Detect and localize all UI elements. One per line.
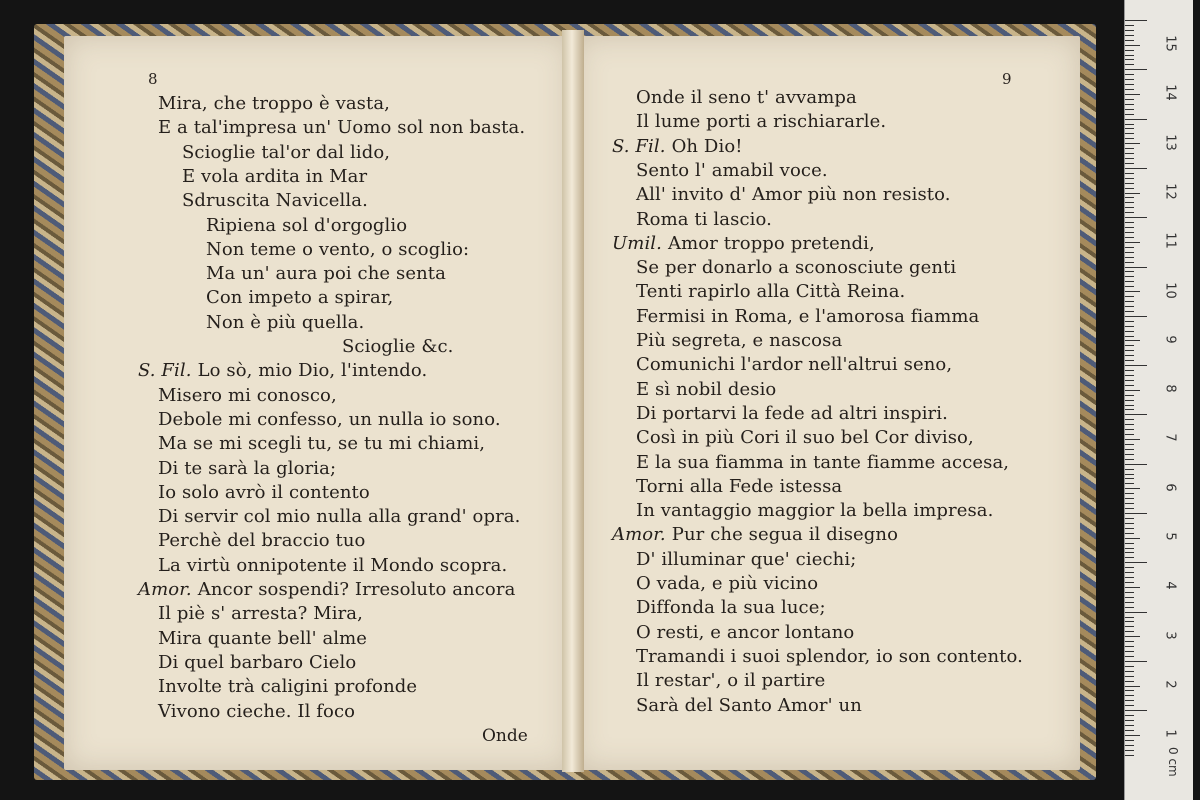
ruler-number: 8 bbox=[1162, 384, 1178, 393]
verse-line bbox=[636, 280, 905, 304]
line-text: Debole mi confesso, un nulla io sono. bbox=[158, 408, 501, 430]
ruler-tick bbox=[1125, 222, 1134, 223]
verse-line bbox=[206, 286, 393, 310]
ruler-number: 12 bbox=[1162, 183, 1178, 200]
ruler-tick bbox=[1125, 365, 1147, 366]
verse-line bbox=[158, 457, 336, 481]
ruler-tick bbox=[1125, 242, 1140, 243]
line-text: Io solo avrò il contento bbox=[158, 481, 370, 503]
ruler-tick bbox=[1125, 745, 1134, 746]
ruler-tick bbox=[1125, 400, 1134, 401]
ruler-tick bbox=[1125, 237, 1134, 238]
speaker-name: Amor. bbox=[612, 524, 666, 546]
ruler-tick bbox=[1125, 202, 1134, 203]
verse-line bbox=[342, 335, 453, 359]
ruler-tick bbox=[1125, 247, 1134, 248]
ruler-tick bbox=[1125, 700, 1134, 701]
line-text: Scioglie tal'or dal lido, bbox=[182, 141, 391, 163]
ruler-tick bbox=[1125, 686, 1140, 687]
line-text: In vantaggio maggior la bella impresa. bbox=[636, 500, 994, 522]
ruler-tick bbox=[1125, 681, 1134, 682]
speaker-name: S. Fil. bbox=[138, 360, 192, 382]
line-text: Lo sò, mio Dio, l'intendo. bbox=[197, 360, 428, 382]
line-text: Sdruscita Navicella. bbox=[182, 190, 368, 212]
verse-line bbox=[636, 402, 948, 426]
ruler-tick bbox=[1125, 690, 1134, 691]
line-text: Non è più quella. bbox=[206, 311, 365, 333]
ruler-tick bbox=[1125, 518, 1134, 519]
ruler-tick bbox=[1125, 483, 1134, 484]
verse-line bbox=[612, 232, 875, 256]
ruler-tick bbox=[1125, 104, 1134, 105]
ruler-tick bbox=[1125, 538, 1140, 539]
ruler-tick bbox=[1125, 25, 1134, 26]
ruler-tick bbox=[1125, 715, 1134, 716]
ruler-tick bbox=[1125, 331, 1134, 332]
ruler-tick bbox=[1125, 133, 1134, 134]
line-text: Roma ti lascio. bbox=[636, 208, 772, 230]
line-text: E vola ardita in Mar bbox=[182, 165, 368, 187]
ruler-number: 11 bbox=[1162, 232, 1178, 249]
ruler-tick bbox=[1125, 730, 1134, 731]
verse-line bbox=[158, 505, 520, 529]
ruler-tick bbox=[1125, 676, 1134, 677]
line-text: E la sua fiamma in tante fiamme accesa, bbox=[636, 451, 1010, 473]
ruler-tick bbox=[1125, 138, 1134, 139]
ruler-tick bbox=[1125, 755, 1134, 756]
ruler-tick bbox=[1125, 45, 1140, 46]
ruler-tick bbox=[1125, 720, 1134, 721]
line-text: Ancor sospendi? Irresoluto ancora bbox=[197, 579, 516, 600]
verse-line bbox=[182, 141, 390, 165]
ruler-tick bbox=[1125, 128, 1134, 129]
ruler-tick bbox=[1125, 163, 1134, 164]
verse-line bbox=[158, 116, 525, 140]
ruler-tick bbox=[1125, 405, 1134, 406]
measurement-ruler bbox=[1124, 0, 1193, 800]
verse-line bbox=[158, 384, 337, 408]
line-text: Di quel barbaro Cielo bbox=[158, 651, 357, 673]
ruler-number: 1 bbox=[1162, 729, 1178, 738]
ruler-tick bbox=[1125, 735, 1140, 736]
ruler-tick bbox=[1125, 513, 1147, 514]
ruler-tick bbox=[1125, 355, 1134, 356]
line-text: Non teme o vento, o scoglio: bbox=[206, 238, 470, 260]
ruler-unit-label: 0 cm bbox=[1166, 747, 1180, 777]
ruler-tick bbox=[1125, 582, 1134, 583]
ruler-tick bbox=[1125, 143, 1140, 144]
ruler-tick bbox=[1125, 262, 1134, 263]
ruler-tick bbox=[1125, 488, 1140, 489]
ruler-tick bbox=[1125, 592, 1134, 593]
verse-line bbox=[182, 189, 368, 213]
ruler-tick bbox=[1125, 291, 1140, 292]
ruler-tick bbox=[1125, 508, 1134, 509]
verse-line bbox=[206, 262, 446, 286]
catchword: Onde bbox=[482, 726, 528, 746]
ruler-tick bbox=[1125, 528, 1134, 529]
ruler-number: 14 bbox=[1162, 84, 1178, 102]
ruler-tick bbox=[1125, 197, 1134, 198]
ruler-tick bbox=[1125, 183, 1134, 184]
verse-line bbox=[612, 135, 743, 159]
verse-line bbox=[158, 481, 370, 505]
speaker-name: Amor. bbox=[138, 579, 192, 600]
ruler-tick bbox=[1125, 459, 1134, 460]
ruler-tick bbox=[1125, 656, 1134, 657]
ruler-tick bbox=[1125, 503, 1134, 504]
verse-line bbox=[636, 256, 956, 280]
ruler-number: 10 bbox=[1162, 281, 1178, 299]
ruler-tick bbox=[1125, 79, 1134, 80]
verse-line bbox=[158, 432, 485, 456]
verse-line bbox=[636, 596, 826, 620]
verse-line bbox=[158, 529, 365, 553]
ruler-tick bbox=[1125, 454, 1134, 455]
ruler-number: 15 bbox=[1162, 35, 1178, 52]
ruler-tick bbox=[1125, 252, 1134, 253]
ruler-tick bbox=[1125, 439, 1140, 440]
ruler-tick bbox=[1125, 296, 1134, 297]
ruler-tick bbox=[1125, 750, 1134, 751]
verse-line bbox=[636, 183, 951, 207]
ruler-tick bbox=[1125, 671, 1134, 672]
line-text: Mira quante bell' alme bbox=[158, 627, 368, 649]
ruler-tick bbox=[1125, 621, 1134, 622]
verse-line bbox=[636, 499, 993, 523]
ruler-tick bbox=[1125, 646, 1134, 647]
ruler-tick bbox=[1125, 740, 1134, 741]
ruler-tick bbox=[1125, 173, 1134, 174]
ruler-tick bbox=[1125, 188, 1134, 189]
ruler-tick bbox=[1125, 557, 1134, 558]
ruler-tick bbox=[1125, 84, 1134, 85]
ruler-tick bbox=[1125, 424, 1134, 425]
ruler-tick bbox=[1125, 20, 1147, 21]
line-text: Tramandi i suoi splendor, io son contento. bbox=[636, 645, 1023, 667]
ruler-tick bbox=[1125, 69, 1147, 70]
ruler-tick bbox=[1125, 301, 1134, 302]
ruler-tick bbox=[1125, 651, 1134, 652]
ruler-tick bbox=[1125, 666, 1134, 667]
ruler-tick bbox=[1125, 523, 1134, 524]
ruler-tick bbox=[1125, 419, 1134, 420]
verse-line bbox=[636, 378, 776, 402]
ruler-tick bbox=[1125, 340, 1140, 341]
line-text: Involte trà caligini profonde bbox=[158, 676, 418, 698]
ruler-tick bbox=[1125, 695, 1134, 696]
line-text: Il lume porti a rischiararle. bbox=[636, 111, 887, 133]
line-text: Diffonda la sua luce; bbox=[636, 597, 826, 619]
ruler-tick bbox=[1125, 434, 1134, 435]
ruler-tick bbox=[1125, 64, 1134, 65]
ruler-tick bbox=[1125, 385, 1134, 386]
ruler-tick bbox=[1125, 395, 1134, 396]
ruler-tick bbox=[1125, 474, 1134, 475]
line-text: Sento l' amabil voce. bbox=[636, 159, 828, 181]
ruler-tick bbox=[1125, 119, 1147, 120]
verse-line bbox=[636, 669, 825, 693]
verse-line bbox=[158, 700, 355, 724]
ruler-tick bbox=[1125, 725, 1134, 726]
verse-line bbox=[636, 86, 857, 110]
ruler-tick bbox=[1125, 612, 1147, 613]
speaker-name: Umil. bbox=[612, 232, 662, 254]
line-text: Scioglie &c. bbox=[342, 336, 454, 357]
verse-line bbox=[636, 159, 828, 183]
ruler-tick bbox=[1125, 597, 1134, 598]
ruler-number: 7 bbox=[1162, 433, 1178, 443]
line-text: Vivono cieche. Il foco bbox=[158, 700, 356, 722]
ruler-tick bbox=[1125, 40, 1134, 41]
ruler-tick bbox=[1125, 370, 1134, 371]
ruler-tick bbox=[1125, 316, 1147, 317]
ruler-tick bbox=[1125, 661, 1147, 662]
ruler-tick bbox=[1125, 306, 1134, 307]
verse-line bbox=[182, 165, 367, 189]
ruler-tick bbox=[1125, 94, 1140, 95]
book-gutter bbox=[562, 30, 584, 772]
ruler-tick bbox=[1125, 493, 1134, 494]
ruler-tick bbox=[1125, 158, 1134, 159]
line-text: Di portarvi la fede ad altri inspiri. bbox=[636, 402, 948, 424]
ruler-tick bbox=[1125, 286, 1134, 287]
ruler-tick bbox=[1125, 153, 1134, 154]
verse-line bbox=[158, 675, 417, 699]
verse-line bbox=[206, 311, 364, 335]
verse-line bbox=[138, 359, 427, 383]
line-text: La virtù onnipotente il Mondo scopra. bbox=[158, 554, 508, 576]
verse-line bbox=[612, 523, 898, 547]
ruler-tick bbox=[1125, 217, 1147, 218]
line-text: Perchè del braccio tuo bbox=[158, 530, 366, 552]
ruler-tick bbox=[1125, 626, 1134, 627]
ruler-tick bbox=[1125, 409, 1134, 410]
verse-line bbox=[206, 238, 469, 262]
verse-line bbox=[636, 645, 1023, 669]
line-text: E sì nobil desio bbox=[636, 378, 777, 400]
ruler-number: 13 bbox=[1162, 133, 1178, 151]
ruler-tick bbox=[1125, 168, 1147, 169]
ruler-tick bbox=[1125, 114, 1134, 115]
ruler-tick bbox=[1125, 705, 1134, 706]
ruler-tick bbox=[1125, 124, 1134, 125]
ruler-tick bbox=[1125, 548, 1134, 549]
ruler-tick bbox=[1125, 212, 1134, 213]
ruler-tick bbox=[1125, 607, 1134, 608]
line-text: Fermisi in Roma, e l'amorosa fiamma bbox=[636, 305, 980, 327]
ruler-tick bbox=[1125, 587, 1140, 588]
ruler-tick bbox=[1125, 617, 1134, 618]
verse-line bbox=[158, 554, 507, 578]
line-text: Ma un' aura poi che senta bbox=[206, 263, 446, 285]
ruler-tick bbox=[1125, 602, 1134, 603]
ruler-number: 2 bbox=[1162, 680, 1178, 689]
verse-line bbox=[636, 353, 952, 377]
line-text: Pur che segua il disegno bbox=[671, 524, 899, 546]
ruler-tick bbox=[1125, 567, 1134, 568]
ruler-tick bbox=[1125, 414, 1147, 415]
verse-line bbox=[158, 408, 501, 432]
ruler-number: 9 bbox=[1162, 335, 1178, 344]
ruler-number: 4 bbox=[1162, 581, 1178, 590]
verse-line bbox=[636, 548, 856, 572]
ruler-number: 3 bbox=[1162, 630, 1178, 640]
ruler-tick bbox=[1125, 89, 1134, 90]
ruler-tick bbox=[1125, 498, 1134, 499]
verse-line bbox=[636, 621, 854, 645]
ruler-tick bbox=[1125, 562, 1147, 563]
ruler-tick bbox=[1125, 74, 1134, 75]
ruler-tick bbox=[1125, 55, 1134, 56]
verse-line bbox=[636, 426, 974, 450]
ruler-tick bbox=[1125, 178, 1134, 179]
ruler-tick bbox=[1125, 469, 1134, 470]
verse-line bbox=[636, 572, 818, 596]
verse-line bbox=[636, 475, 842, 499]
speaker-name: S. Fil. bbox=[612, 135, 666, 157]
verse-line bbox=[636, 451, 1009, 475]
verse-line bbox=[636, 305, 979, 329]
ruler-tick bbox=[1125, 271, 1134, 272]
line-text: Sarà del Santo Amor' un bbox=[636, 694, 862, 716]
ruler-tick bbox=[1125, 326, 1134, 327]
verse-line bbox=[636, 110, 886, 134]
ruler-number: 6 bbox=[1162, 483, 1178, 492]
line-text: Il restar', o il partire bbox=[636, 670, 826, 692]
line-text: Oh Dio! bbox=[671, 135, 743, 157]
ruler-tick bbox=[1125, 449, 1134, 450]
ruler-tick bbox=[1125, 311, 1134, 312]
ruler-tick bbox=[1125, 345, 1134, 346]
ruler-tick bbox=[1125, 380, 1134, 381]
verse-line bbox=[636, 694, 862, 718]
ruler-tick bbox=[1125, 148, 1134, 149]
ruler-number: 5 bbox=[1162, 532, 1178, 541]
line-text: Amor troppo pretendi, bbox=[667, 232, 875, 254]
ruler-tick bbox=[1125, 429, 1134, 430]
ruler-tick bbox=[1125, 35, 1134, 36]
ruler-tick bbox=[1125, 207, 1134, 208]
line-text: Comunichi l'ardor nell'altrui seno, bbox=[636, 354, 953, 376]
verse-line bbox=[206, 214, 407, 238]
ruler-tick bbox=[1125, 464, 1147, 465]
verse-line bbox=[158, 92, 390, 116]
ruler-tick bbox=[1125, 641, 1134, 642]
line-text: Ripiena sol d'orgoglio bbox=[206, 214, 408, 236]
line-text: All' invito d' Amor più non resisto. bbox=[636, 184, 951, 206]
ruler-tick bbox=[1125, 375, 1134, 376]
line-text: Onde il seno t' avvampa bbox=[636, 87, 857, 108]
ruler-tick bbox=[1125, 336, 1134, 337]
verse-line bbox=[636, 208, 772, 232]
ruler-tick bbox=[1125, 572, 1134, 573]
ruler-tick bbox=[1125, 552, 1134, 553]
ruler-tick bbox=[1125, 478, 1134, 479]
ruler-tick bbox=[1125, 533, 1134, 534]
ruler-tick bbox=[1125, 350, 1134, 351]
ruler-tick bbox=[1125, 636, 1140, 637]
ruler-tick bbox=[1125, 193, 1140, 194]
ruler-tick bbox=[1125, 257, 1134, 258]
line-text: Di servir col mio nulla alla grand' opra. bbox=[158, 506, 521, 528]
left-page-number: 8 bbox=[148, 70, 158, 88]
ruler-tick bbox=[1125, 227, 1134, 228]
ruler-tick bbox=[1125, 109, 1134, 110]
ruler-tick bbox=[1125, 543, 1134, 544]
line-text: E a tal'impresa un' Uomo sol non basta. bbox=[158, 117, 526, 139]
verse-line bbox=[158, 651, 356, 675]
ruler-tick bbox=[1125, 59, 1134, 60]
ruler-tick bbox=[1125, 390, 1140, 391]
line-text: Così in più Cori il suo bel Cor diviso, bbox=[636, 427, 974, 449]
line-text: O vada, e più vicino bbox=[636, 573, 819, 594]
line-text: Con impeto a spirar, bbox=[206, 287, 394, 309]
line-text: Se per donarlo a sconosciute genti bbox=[636, 257, 957, 279]
ruler-tick bbox=[1125, 321, 1134, 322]
ruler-tick bbox=[1125, 267, 1147, 268]
verse-line bbox=[138, 578, 515, 602]
verse-line bbox=[158, 602, 363, 626]
line-text: Ma se mi scegli tu, se tu mi chiami, bbox=[158, 433, 486, 455]
line-text: Di te sarà la gloria; bbox=[158, 457, 337, 479]
ruler-tick bbox=[1125, 232, 1134, 233]
right-page-number: 9 bbox=[1002, 70, 1012, 88]
line-text: Torni alla Fede istessa bbox=[636, 475, 843, 497]
verse-line bbox=[636, 329, 842, 353]
line-text: Misero mi conosco, bbox=[158, 384, 337, 406]
ruler-tick bbox=[1125, 50, 1134, 51]
ruler-tick bbox=[1125, 631, 1134, 632]
line-text: O resti, e ancor lontano bbox=[636, 621, 855, 643]
line-text: Più segreta, e nascosa bbox=[636, 330, 843, 351]
ruler-tick bbox=[1125, 99, 1134, 100]
line-text: Tenti rapirlo alla Città Reina. bbox=[636, 281, 906, 303]
line-text: Mira, che troppo è vasta, bbox=[158, 93, 390, 114]
ruler-tick bbox=[1125, 444, 1134, 445]
line-text: Il piè s' arresta? Mira, bbox=[158, 603, 363, 625]
ruler-tick bbox=[1125, 30, 1134, 31]
line-text: D' illuminar que' ciechi; bbox=[636, 548, 857, 570]
verse-line bbox=[158, 627, 367, 651]
ruler-tick bbox=[1125, 577, 1134, 578]
ruler-tick bbox=[1125, 276, 1134, 277]
ruler-tick bbox=[1125, 360, 1134, 361]
ruler-tick bbox=[1125, 281, 1134, 282]
ruler-tick bbox=[1125, 710, 1147, 711]
